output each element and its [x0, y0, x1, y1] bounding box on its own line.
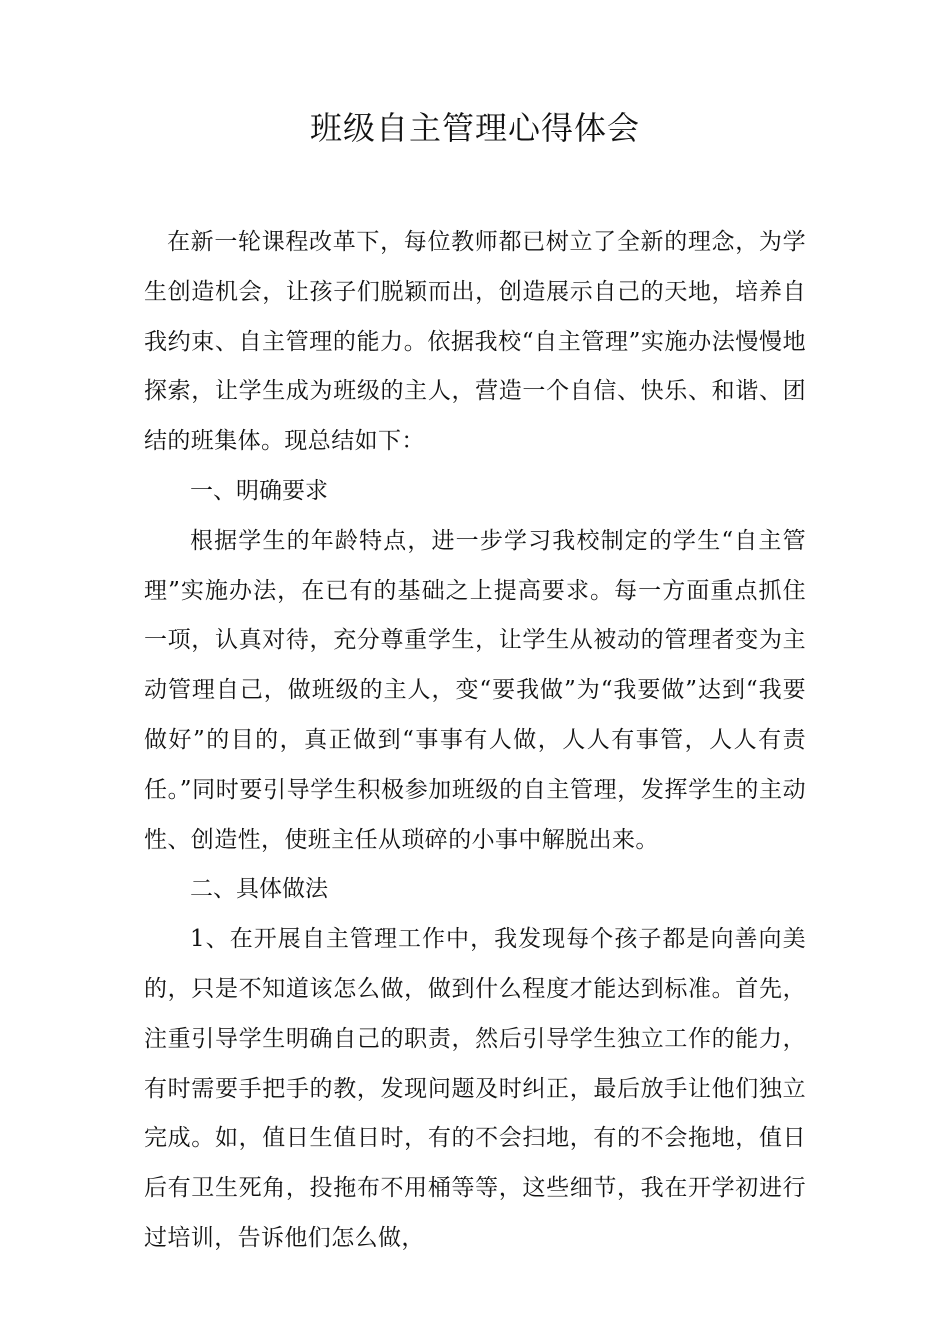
document-body [144, 218, 806, 1264]
section-1-heading: 一、明确要求 [190, 477, 328, 504]
document-title: 班级自主管理心得体会 [309, 109, 640, 147]
section-2-paragraph: 1、在开展自主管理工作中，我发现每个孩子都是向善向美的，只是不知道该怎么做，做到什么程度才能达到标准。首先，注重引导学生明确自己的职责，然后引导学生独立工作的能力，有时需要手把手的教，发现问题及时纠正，最后放手让他们独立完成。如，值日生值日时，有的不会扫地，有的不会拖地，值日后有卫生死角，投拖布不用桶等等，这些细节，我在开学初进行过培训，告诉他们怎么做， [144, 926, 806, 1251]
section-1-paragraph: 根据学生的年龄特点，进一步学习我校制定的学生“自主管理”实施办法，在已有的基础之上提高要求。每一方面重点抓住一项，认真对待，充分尊重学生，让学生从被动的管理者变为主动管理自己，做班级的主人，变“要我做”为“我要做”达到“我要做好”的目的，真正做到“事事有人做，人人有事管，人人有责任。”同时要引导学生积极参加班级的自主管理，发挥学生的主动性、创造性，使班主任从琐碎的小事中解脱出来。 [144, 527, 806, 853]
section-2-heading: 二、具体做法 [190, 876, 328, 903]
intro-paragraph: 在新一轮课程改革下，每位教师都已树立了全新的理念，为学生创造机会，让孩子们脱颖而出，创造展示自己的天地，培养自我约束、自主管理的能力。依据我校“自主管理”实施办法慢慢地探索，让学生成为班级的主人，营造一个自信、快乐、和谐、团结的班集体。现总结如下： [144, 229, 806, 455]
